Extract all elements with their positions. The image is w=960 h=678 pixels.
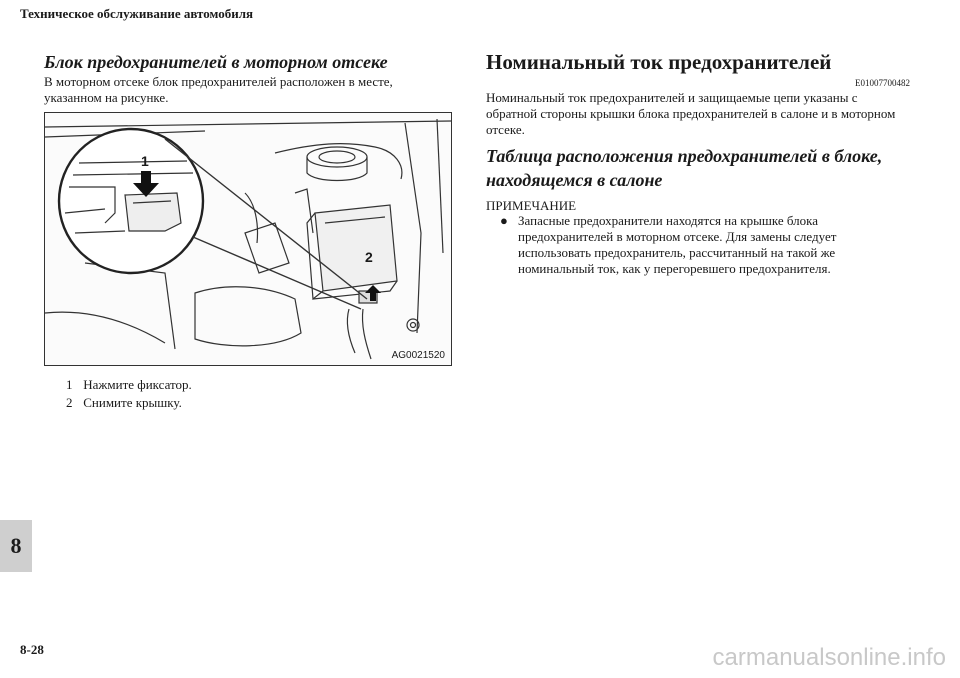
engine-illustration [45, 113, 451, 365]
section-code: E01007700482 [855, 78, 910, 88]
watermark: carmanualsonline.info [712, 644, 946, 671]
step-item [66, 394, 446, 412]
engine-compartment-figure [44, 112, 452, 366]
section-title-engine-fuse-box: Блок предохранителей в моторном отсеке [44, 52, 388, 72]
section-tab [0, 520, 32, 572]
note-text: Запасные предохранители находятся на крышке блока предохранителей в моторном отсеке. Для замены следует использовать предохранитель, рассчитанный на такой же номинальный ток, как у перегоревшего предохранителя. [518, 213, 837, 276]
figure-code: AG0021520 [391, 350, 445, 361]
page-header: Техническое обслуживание автомобиля [20, 6, 254, 21]
subsection-title-cabin-fuse-table: Таблица расположения предохранителей в блоке, находящемся в салоне [486, 146, 883, 190]
section-intro-text: В моторном отсеке блок предохранителей расположен в месте, указанном на рисунке. [44, 74, 393, 105]
step-text: Снимите крышку. [83, 395, 182, 410]
note-label: ПРИМЕЧАНИЕ [486, 198, 577, 213]
step-number: 1 [66, 377, 73, 392]
section-title-fuse-rating: Номинальный ток предохранителей [486, 50, 832, 74]
steps-list [66, 376, 446, 412]
step-text: Нажмите фиксатор. [83, 377, 192, 392]
callout-2: 2 [365, 249, 373, 265]
page-number: 8-28 [20, 642, 44, 657]
step-item [66, 376, 446, 394]
callout-1: 1 [141, 153, 149, 169]
note-item [500, 213, 900, 277]
section-tab-number: 8 [10, 533, 22, 558]
bullet-icon: ● [500, 213, 508, 228]
fuse-rating-text: Номинальный ток предохранителей и защищаемые цепи указаны с обратной стороны крышки блока предохранителей в салоне и в моторном отсеке. [486, 90, 896, 137]
step-number: 2 [66, 395, 73, 410]
